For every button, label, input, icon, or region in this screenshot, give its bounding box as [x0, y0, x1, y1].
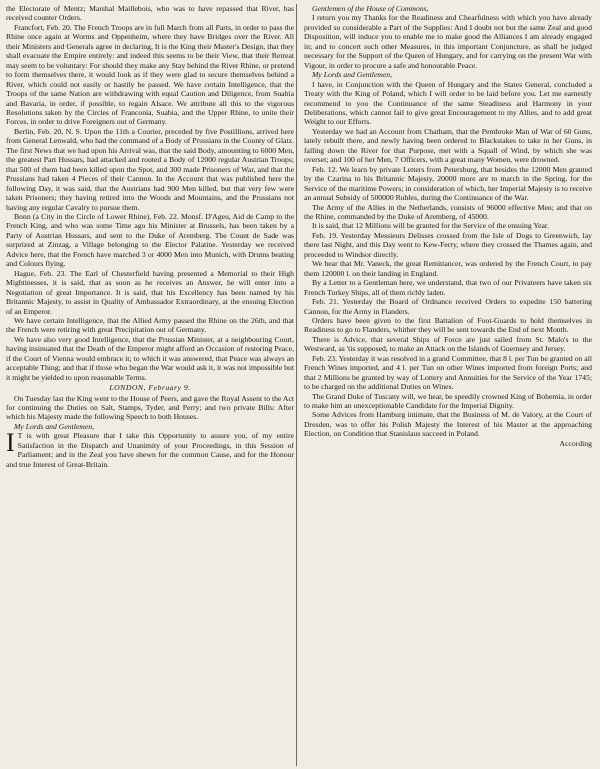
paragraph: I return you my Thanks for the Readiness and Chearfulness with which you have already provided so considerable a Part of the Supplies: And I doubt not but the same Zeal and good Disposition, will induce you to enable me to make good the Alliances I am already engaged in; and to concert such other Measures, in this important Conjuncture, as shall be judged necessary for the Support of the Queen of Hungary, and for carrying on the present War with Vigour, in order to procure a safe and honourable Peace.: [304, 13, 592, 70]
paragraph: Hague, Feb. 23. The Earl of Chesterfield having presented a Memorial to their High Mightinesses, it is said, that as soon as he receives an Answer, he will enter into a Negotiation of great Importance. It is said, that his Excellency has been named by his Britannic Majesty, to assist in Quality of Ambassador Extraordinary, at the ensuing Election of an Emperor.: [6, 268, 294, 316]
paragraph: The Grand Duke of Tuscany will, we hear, be speedily crowned King of Bohemia, in order to make him an unexceptionable Candidate for the Imperial Dignity.: [304, 391, 592, 411]
paragraph: There is Advice, that several Ships of Force are just sailed from St. Malo's to the Westward, as 'tis supposed, to make an Attack on the Islands of Guernsey and Jersey.: [304, 334, 592, 354]
speech-opening: [6, 428, 294, 469]
paragraph: By a Letter to a Gentleman here, we understand, that two of our Privateers have taken six French Turkey Ships, all of them richly laden.: [304, 278, 592, 297]
paragraph: Feb. 19. Yesterday Messieurs Delisses crossed from the Isle of Dogs to Greenwich, lay there last Night, and this Day went to Kew-Ferry, where they crossed the Thames again, and proceeded to Windsor directly.: [304, 230, 592, 259]
drop-cap: I: [6, 428, 15, 458]
speech-salutation: Gentlemen of the House of Commons,: [312, 4, 429, 13]
paragraph: Orders have been given to the first Battalion of Foot-Guards to hold themselves in Readiness to go to Flanders, whither they will be sent towards the End of next Month.: [304, 315, 592, 335]
paragraph: Bonn (a City in the Circle of Lower Rhine), Feb. 22. Monsf. D'Ageu, Aid de Camp to the French King, and who was some Time ago his Minister at Brussels, has been taken by a Party of Austrian Hussars, and sent to the Duke of Aremberg. The Count de Sade was surprized at Zinzag, a Village belonging to the Elector Palatine. Yesterday we received Advice here, that the French have marched 3 or 4000 Men into Munich, with Drums beating and Colours flying.: [6, 211, 294, 269]
paragraph: It is said, that 12 Millions will be granted for the Service of the ensuing Year.: [312, 221, 549, 231]
london-dateline: LONDON, February 9.: [109, 383, 191, 393]
paragraph: Feb. 21. Yesterday the Board of Ordnance received Orders to expedite 150 battering Cannon, for the Army in Flanders.: [304, 297, 592, 316]
column-divider: [296, 4, 297, 766]
paragraph: Francfort, Feb. 20. The French Troops are in full March from all Parts, in order to pass the Rhine once again at Worms and Oppenheim, where they have Bridges over the River. All their Ministers and Generals agree in declaring, It is the King their Master's Design, that they shall evacuate the Empire entirely: and indeed this seems to be their View, that their Retreat may seem to be voluntary: For should they make any Stay behind the River Rhine, or pretend to form themselves there, it would look as if they were glad to secure themselves behind a River, which could not easily or hastily be passed. We have certain Intelligence, that the Troops of the same Nation are withdrawing with equal Caution and Diligence, from Suabia and Bavaria, in order, if possible, to regain Alsace. We attribute all this to the vigorous Resolutions taken by the Circles of Franconia, Suabia, and the Upper Rhine, to unite their Forces, in order to drive Foreigners out of Germany.: [6, 22, 294, 127]
paragraph: Berlin, Feb. 20, N. S. Upon the 11th a Courier, preceded by five Postillions, arrived here from General Lenwald, who had the command of a Body of Prussians in the County of Glatz. The first News that we had upon his Arrival was, that the said Body, amounting to 6000 Men, the greatest Part Hussars, had attacked and routed a Body of 12000 regular Austrian Troops; that 500 of them had been killed upon the Spot, and 300 made Prisoners of War, and that the Prussians had taken 4 Pieces of their Cannon. In the Account that was published here the following Day, it was said, that the Austrians had 900 Men killed, but that very few were taken Prisoners; they having retired into the Woods and Mountains, and the Prussians not having any regular Cavalry to pursue them.: [6, 126, 294, 212]
paragraph: the Electorate of Mentz; Marshal Maillebois, who was to have repassed that River, has received counter Orders.: [6, 4, 294, 23]
speech-salutation: My Lords and Gentlemen,: [312, 70, 392, 80]
left-column: [6, 4, 294, 766]
paragraph: Feb. 23. Yesterday it was resolved in a grand Committee, that 8 l. per Tun be granted on all French Wines imported, and 4 l. per Tun on other Wines imported from foreign Ports; and that 2 Millions be granted by way of Lottery and Annuities for the Service of the Year 1745; to be charged on the additional Duties on Wines.: [304, 353, 592, 392]
speech-salutation: My Lords and Gentlemen,: [14, 421, 94, 431]
paragraph: Yesterday we had an Account from Chatham, that the Pembroke Man of War of 60 Guns, lately rebuilt there, and newly having been ordered to Blackstakes to take in her Guns, in falling down the River for that Purpose, met with a Squall of Wind, by which she was overset; and 100 of her Men, 7 Officers, with a great many Women, were drowned.: [304, 126, 592, 165]
paragraph: We have certain Intelligence, that the Allied Army passed the Rhine on the 26th, and that the French were retiring with great Precipitation out of Germany.: [6, 315, 294, 335]
paragraph: On Tuesday last the King went to the House of Peers, and gave the Royal Assent to the Act for continuing the Duties on Salt, Stamps, Tyder, and Perry; and two private Bills: After which his Majesty made the following Speech to both Houses.: [6, 393, 294, 422]
paragraph: The Army of the Allies in the Netherlands, consists of 96000 effective Men; and that on the Rhine, commanded by the Duke of Aremberg, of 45000.: [304, 202, 592, 221]
paragraph: Some Advices from Hamburg intimate, that the Business of M. de Valory, at the Court of Dresden, was to offer his Polish Majesty the Interest of his Master at the approaching Election, on Condition that Stanislaus succeed in Poland.: [304, 410, 592, 439]
right-column: [304, 4, 592, 766]
paragraph: We hear that Mr. Vaneck, the great Remittancer, was ordered by the French Court, to pay them 120000 l. on their landing in England.: [304, 259, 592, 278]
speech-opening-text: T is with great Pleasure that I take this Opportunity to assure you, of my entire Satisfaction in the Dispatch and Unanimity of your Proceedings, in this Session of Parliament; and in the Zeal you have shewn for the common Cause, and for the Honour and true Interest of Great-Britain.: [6, 431, 294, 469]
paragraph: Feb. 12. We learn by private Letters from Petersburg, that besides the 12000 Men granted by the Czarina to his Britannic Majesty, 20000 more are to march in the Spring, for the Service of the maritime Powers; in consideration of which, her Imperial Majesty is to receive an annual Subsidy of 500000 Rubles, during the Continuance of the War.: [304, 164, 592, 203]
paragraph: I have, in Conjunction with the Queen of Hungary and the States General, concluded a Treaty with the King of Poland, which I will order to be laid before you. Let me earnestly recommend to you the Continuance of the same Steadiness and Harmony in your Deliberations, which cannot fail to give great Encouragement to my Allies, and to add great Weight to our Efforts.: [304, 79, 592, 127]
paragraph: We have also very good Intelligence, that the Prussian Minister, at a neighbouring Court, having insinuated that the Death of the Emperor might afford an Occasion of restoring Peace, if the Court of Vienna would embrace it; to which it was answered, that Peace was always an acceptable Thing; and that if those who began the War would ask it, it was not impossible but it might be yielded to upon reasonable Terms.: [6, 334, 294, 382]
catchword: According: [559, 438, 592, 448]
